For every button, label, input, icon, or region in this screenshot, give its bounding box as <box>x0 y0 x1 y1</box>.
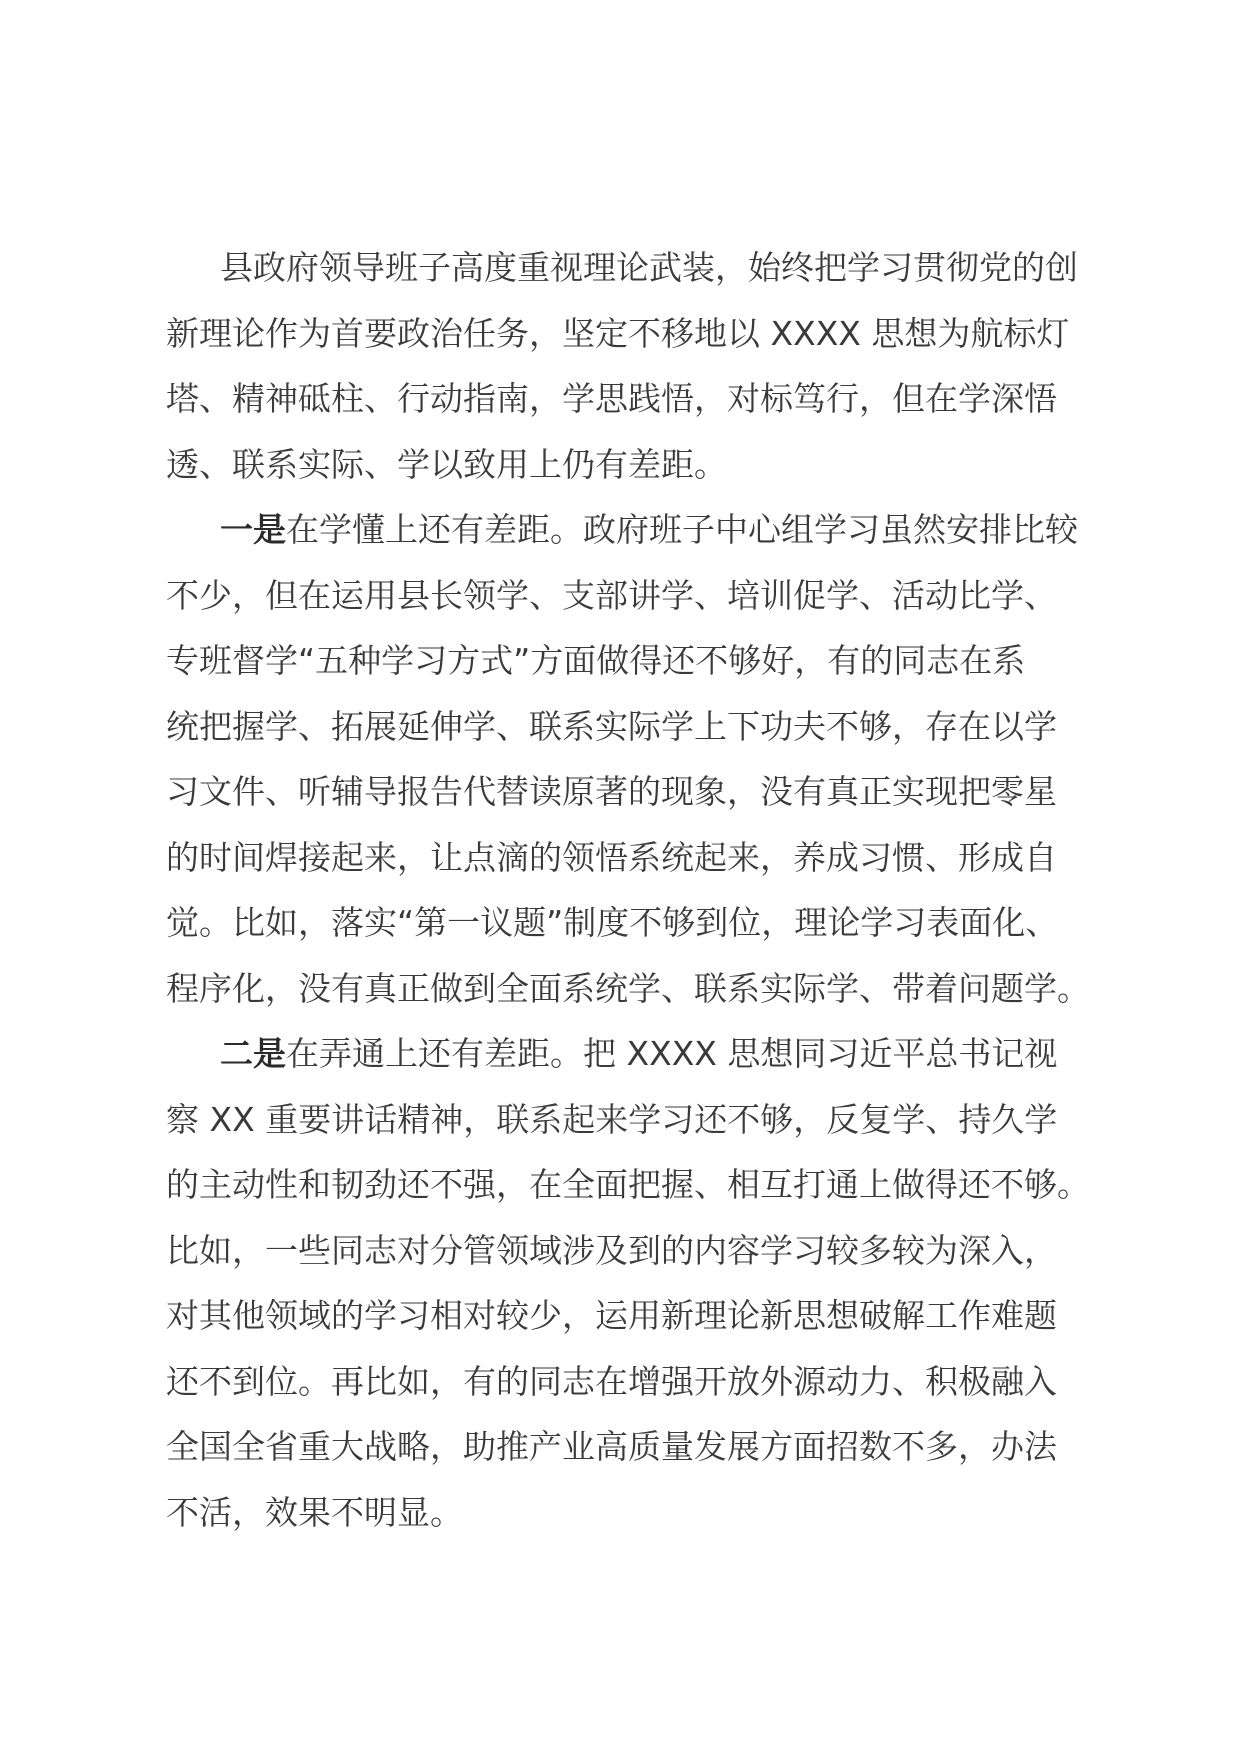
paragraph-intro <box>166 235 1084 497</box>
paragraph-line: 不少，但在运用县长领学、支部讲学、培训促学、活动比学、 <box>166 575 1057 615</box>
paragraph-line: 透、联系实际、学以致用上仍有差距。 <box>166 444 727 484</box>
paragraph-line: 的主动性和韧劲还不强，在全面把握、相互打通上做得还不够。 <box>166 1165 1090 1204</box>
document-body <box>166 235 1090 1545</box>
paragraph-line: 不活，效果不明显。 <box>166 1492 463 1532</box>
paragraph-line: 觉。比如，落实“第一议题”制度不够到位，理论学习表面化、 <box>166 903 1059 942</box>
paragraph-line: 统把握学、拓展延伸学、联系实际学上下功夫不够，存在以学 <box>166 706 1057 746</box>
paragraph-line <box>166 497 1084 563</box>
paragraph-line: 对其他领域的学习相对较少，运用新理论新思想破解工作难题 <box>166 1296 1057 1335</box>
paragraph-line: 塔、精神砥柱、行动指南，学思践悟，对标笃行，但在学深悟 <box>166 379 1057 418</box>
paragraph-line: 习文件、听辅导报告代替读原著的现象，没有真正实现把零星 <box>166 772 1057 811</box>
paragraph-line: 察 XX 重要讲话精神，联系起来学习还不够，反复学、持久学 <box>166 1099 1058 1139</box>
paragraph-line: 比如，一些同志对分管领域涉及到的内容学习较多较为深入， <box>166 1230 1057 1270</box>
paragraph-line: 全国全省重大战略，助推产业高质量发展方面招数不多，办法 <box>166 1427 1057 1466</box>
paragraph-line: 还不到位。再比如，有的同志在增强开放外源动力、积极融入 <box>166 1361 1057 1401</box>
paragraph-second-point <box>166 1021 1090 1545</box>
paragraph-line: 县政府领导班子高度重视理论武装，始终把学习贯彻党的创 <box>220 248 1078 287</box>
paragraph-line <box>166 1021 1084 1087</box>
paragraph-lead: 一是 <box>220 510 286 549</box>
paragraph-first-point <box>166 497 1090 1021</box>
paragraph-line: 新理论作为首要政治任务，坚定不移地以 XXXX 思想为航标灯 <box>166 313 1070 353</box>
paragraph-line: 程序化，没有真正做到全面系统学、联系实际学、带着问题学。 <box>166 968 1090 1008</box>
paragraph-line-text: 在学懂上还有差距。政府班子中心组学习虽然安排比较 <box>286 510 1078 549</box>
paragraph-lead: 二是 <box>220 1034 286 1073</box>
paragraph-line: 的时间焊接起来，让点滴的领悟系统起来，养成习惯、形成自 <box>166 837 1057 877</box>
paragraph-line-text: 在弄通上还有差距。把 XXXX 思想同习近平总书记视 <box>286 1034 1058 1073</box>
paragraph-line: 专班督学“五种学习方式”方面做得还不够好，有的同志在系 <box>166 641 1026 680</box>
